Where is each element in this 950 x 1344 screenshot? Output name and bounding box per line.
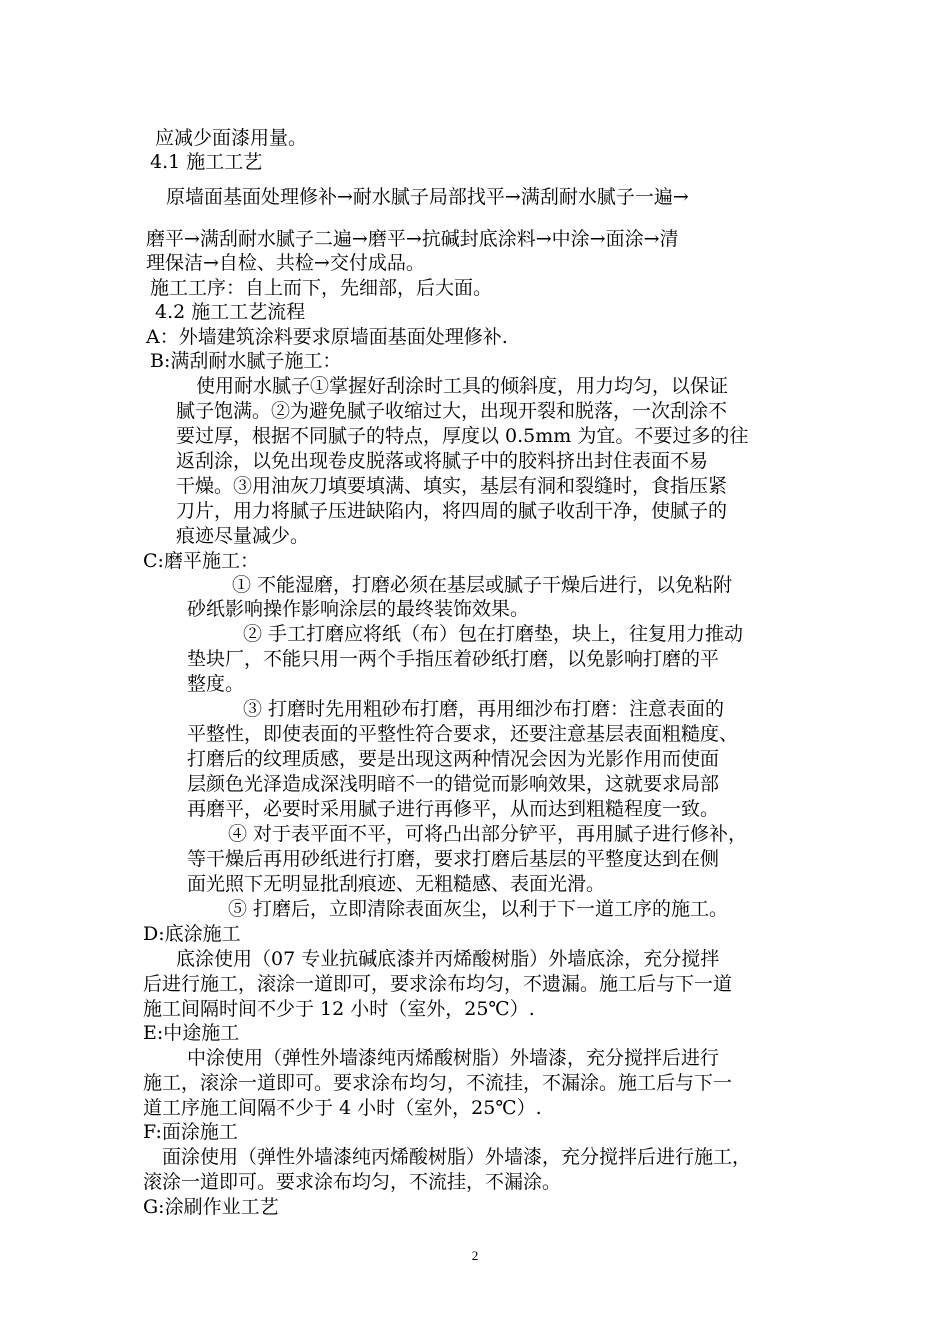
text-line: ④ 对于表平面不平，可将凸出部分铲平，再用腻子进行修补， [228,823,748,845]
text-line: 垫块厂，不能只用一两个手指压着砂纸打磨，以免影响打磨的平 [187,648,720,670]
text-line: 砂纸影响操作影响涂层的最终装饰效果。 [187,598,530,620]
subsection-heading: A：外墙建筑涂料要求原墙面基面处理修补. [146,326,508,348]
text-line: ③ 打磨时先用粗砂布打磨，再用细沙布打磨：注意表面的 [243,698,725,720]
text-line: 后进行施工，滚涂一道即可，要求涂布均匀，不遗漏。施工后与下一道 [143,973,733,995]
text-line: 腻子饱满。②为避免腻子收缩过大，出现开裂和脱落，一次刮涂不 [176,400,728,422]
text-line: ② 手工打磨应将纸（布）包在打磨垫，块上，往复用力推动 [243,623,744,645]
text-line: 平整性，即使表面的平整性符合要求，还要注意基层表面粗糙度、 [187,723,739,745]
subsection-heading: F:面涂施工 [143,1121,238,1143]
subsection-heading: C:磨平施工： [143,550,259,572]
text-line: ① 不能湿磨，打磨必须在基层或腻子干燥后进行，以免粘附 [232,574,733,596]
text-line: 打磨后的纹理质感，要是出现这两种情况会因为光影作用而使面 [187,748,720,770]
text-line: 要过厚，根据不同腻子的特点，厚度以 0.5mm 为宜。不要过多的往 [176,425,749,447]
subsection-heading: G:涂刷作业工艺 [143,1196,279,1218]
section-heading: 4.1 施工工艺 [150,151,263,173]
text-line: 再磨平，必要时采用腻子进行再修平，从而达到粗糙程度一致。 [187,798,720,820]
text-line: 施工间隔时间不少于 12 小时（室外，25℃）. [143,998,535,1020]
text-line: 面涂使用（弹性外墙漆纯丙烯酸树脂）外墙漆，充分搅拌后进行施工， [162,1146,752,1168]
text-line: 底涂使用（07 专业抗碱底漆并丙烯酸树脂）外墙底涂，充分搅拌 [176,948,720,970]
subsection-heading: D:底涂施工 [143,923,241,945]
text-line: 刀片，用力将腻子压进缺陷内，将四周的腻子收刮干净，使腻子的 [176,500,728,522]
text-line: 层颜色光泽造成深浅明暗不一的错觉而影响效果，这就要求局部 [187,773,720,795]
text-line: 磨平→满刮耐水腻子二遍→磨平→抗碱封底涂料→中涂→面涂→清 [146,228,679,250]
text-line: 整度。 [187,673,245,695]
page-number: 2 [471,1248,479,1263]
text-line: ⑤ 打磨后，立即清除表面灰尘，以利于下一道工序的施工。 [228,898,729,920]
section-heading: 4.2 施工工艺流程 [155,301,306,323]
subsection-heading: E:中途施工 [143,1022,240,1044]
text-line: 原墙面基面处理修补→耐水腻子局部找平→满刮耐水腻子一遍→ [166,186,689,208]
text-line: 理保洁→自检、共检→交付成品。 [146,252,425,274]
text-line: 滚涂一道即可。要求涂布均匀，不流挂，不漏涂。 [143,1171,562,1193]
text-line: 返刮涂，以免出现卷皮脱落或将腻子中的胶料挤出封住表面不易 [176,450,709,472]
text-line: 应减少面漆用量。 [155,127,308,149]
text-line: 中涂使用（弹性外墙漆纯丙烯酸树脂）外墙漆，充分搅拌后进行 [187,1047,720,1069]
text-line: 施工工序：自上而下，先细部，后大面。 [150,277,493,299]
text-line: 干燥。③用油灰刀填要填满、填实，基层有洞和裂缝时，食指压紧 [176,475,728,497]
text-line: 等干燥后再用砂纸进行打磨，要求打磨后基层的平整度达到在侧 [187,848,720,870]
text-line: 道工序施工间隔不少于 4 小时（室外，25℃）. [143,1097,542,1119]
subsection-heading: B:满刮耐水腻子施工： [150,350,342,372]
text-line: 面光照下无明显批刮痕迹、无粗糙感、表面光滑。 [187,873,606,895]
text-line: 痕迹尽量减少。 [176,525,310,547]
text-line: 使用耐水腻子①掌握好刮涂时工具的倾斜度，用力均匀，以保证 [196,375,729,397]
text-line: 施工，滚涂一道即可。要求涂布均匀，不流挂，不漏涂。施工后与下一 [143,1072,733,1094]
